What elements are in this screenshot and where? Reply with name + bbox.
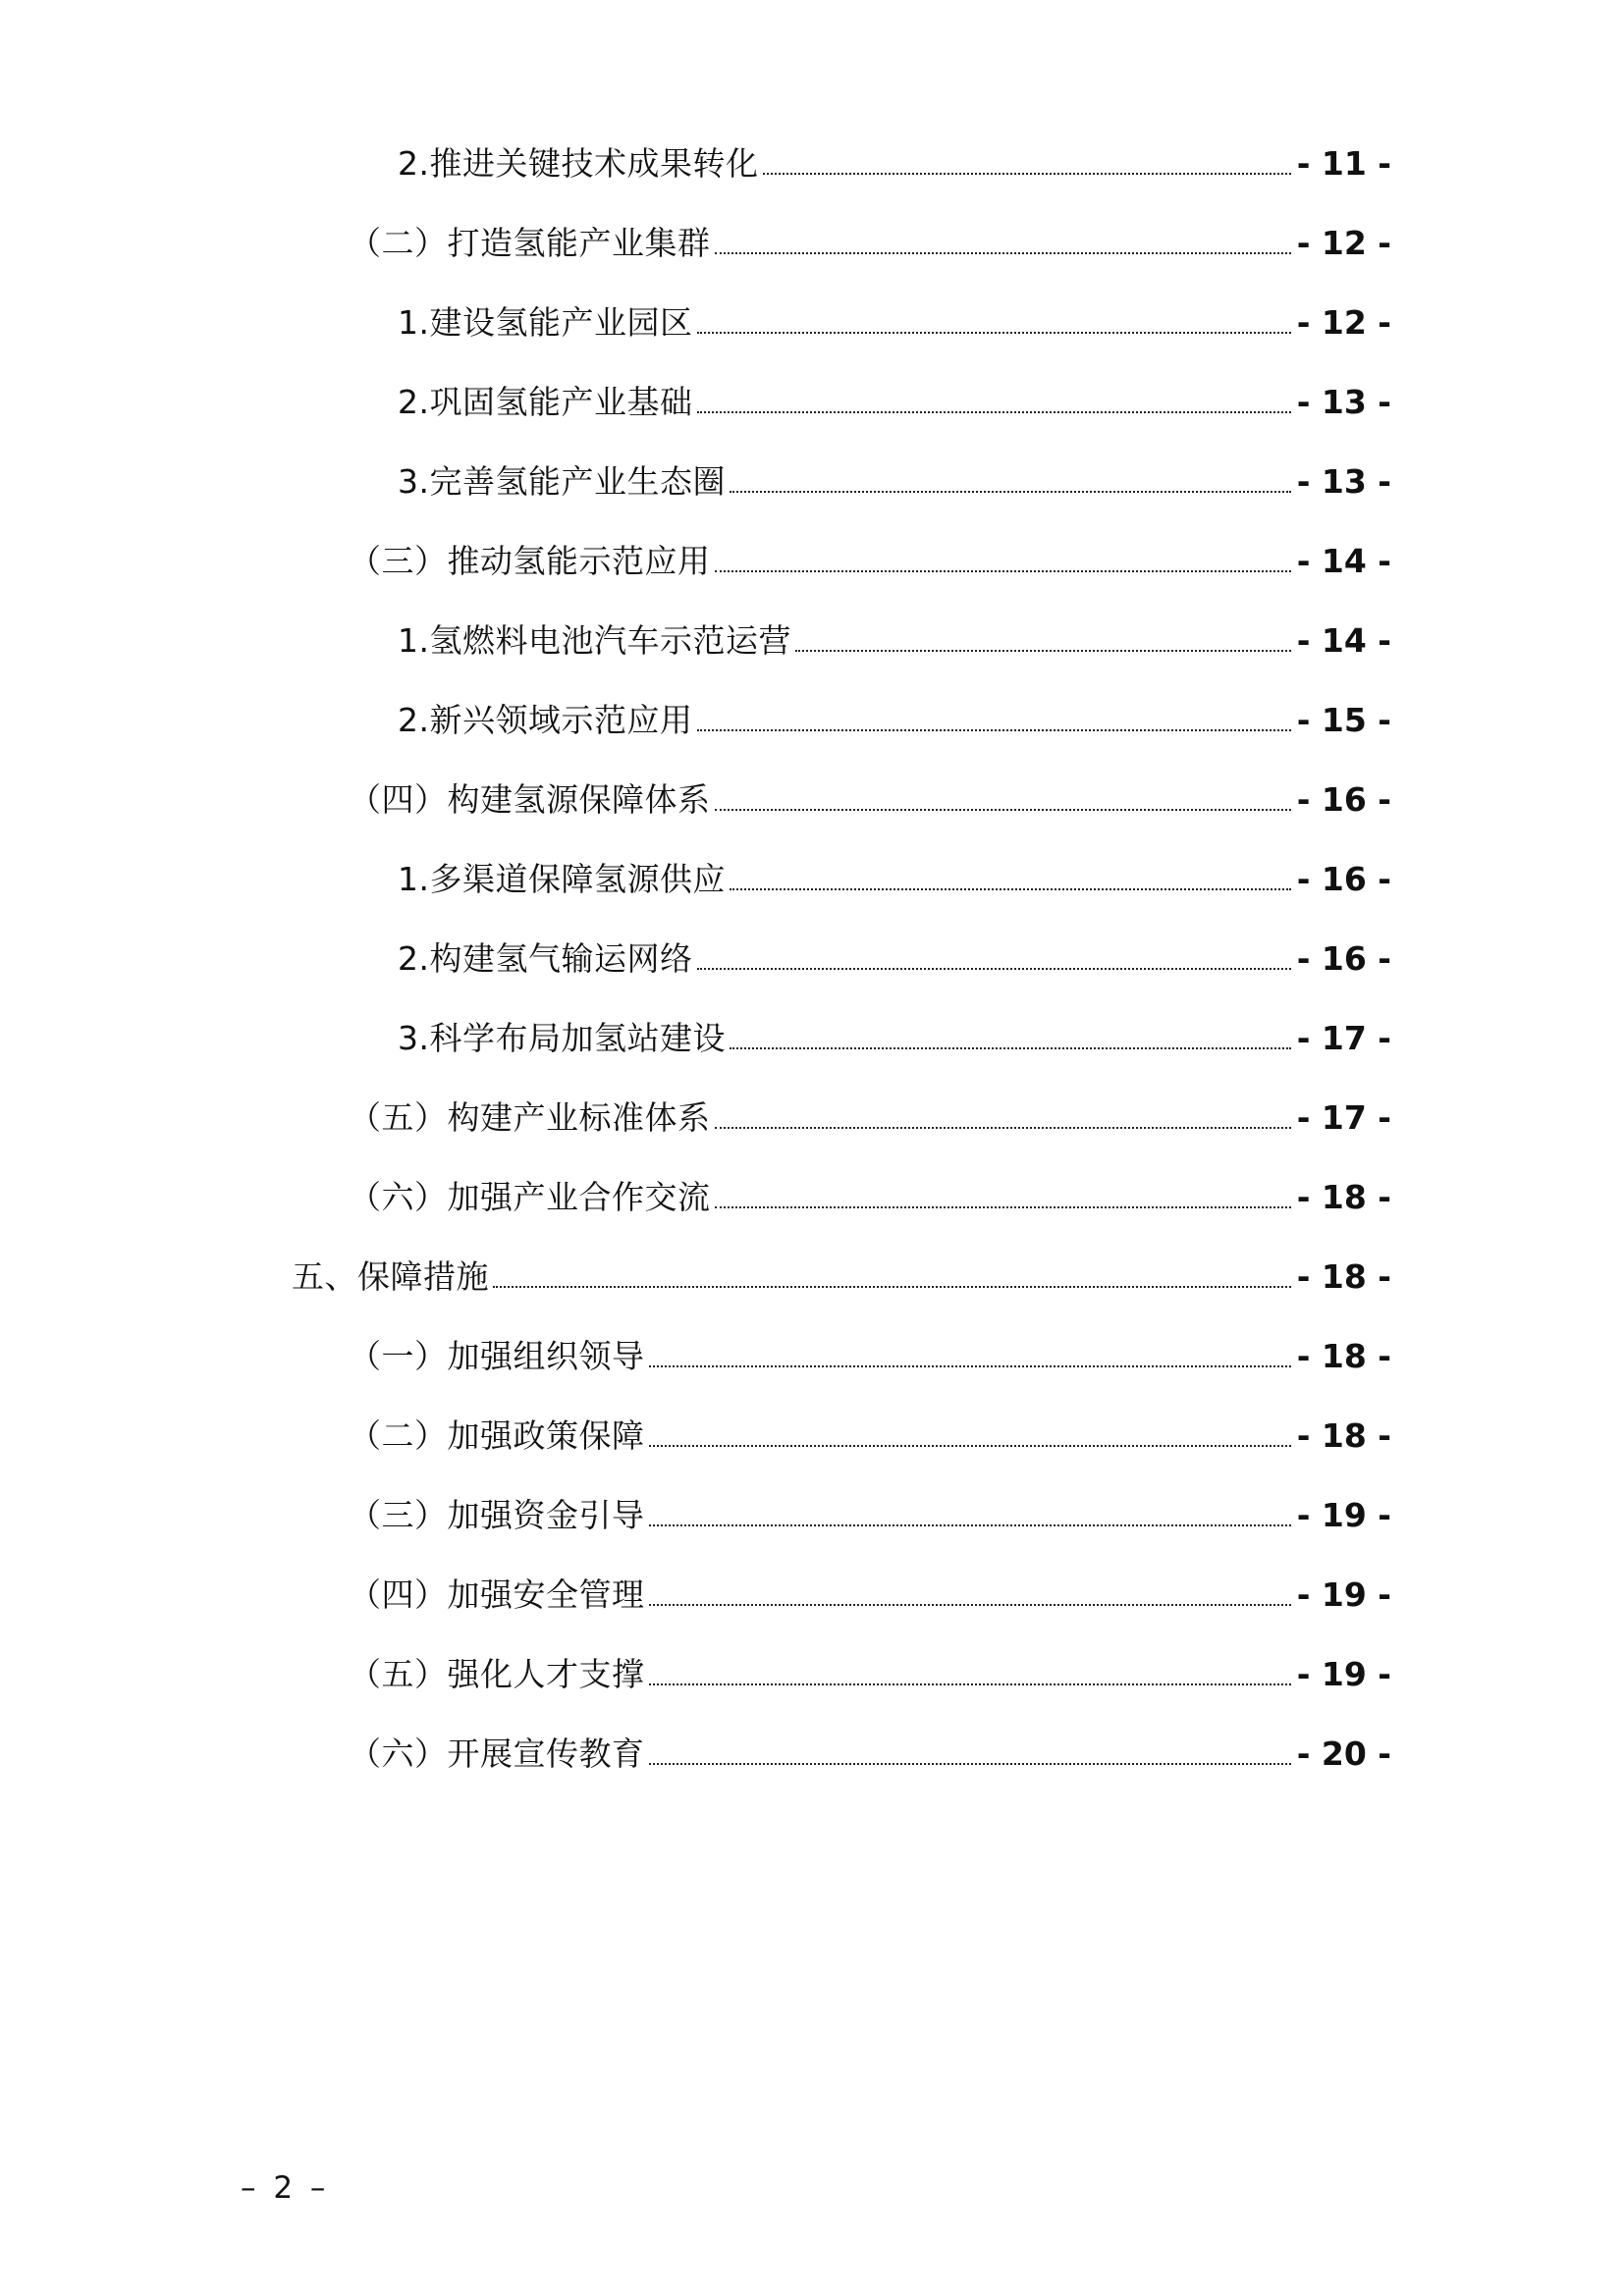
toc-entry-page: - 15 - xyxy=(1296,701,1391,739)
toc-entry-label: （四）构建氢源保障体系 xyxy=(349,780,711,819)
toc-entry[interactable] xyxy=(233,1575,1391,1658)
toc-entry[interactable] xyxy=(233,1098,1391,1181)
toc-entry[interactable] xyxy=(233,1496,1391,1578)
toc-leader-dots xyxy=(715,1126,1291,1129)
toc-entry-label: （六）加强产业合作交流 xyxy=(349,1178,711,1216)
toc-entry-page: - 13 - xyxy=(1296,462,1391,501)
toc-entry[interactable] xyxy=(233,1257,1391,1340)
toc-entry[interactable] xyxy=(233,621,1391,704)
toc-leader-dots xyxy=(715,569,1291,572)
toc-entry-page: - 12 - xyxy=(1296,303,1391,342)
toc-leader-dots xyxy=(649,1523,1291,1526)
toc-entry[interactable] xyxy=(233,144,1391,227)
table-of-contents xyxy=(0,144,1624,1817)
toc-entry-page: - 19 - xyxy=(1296,1575,1391,1614)
toc-leader-dots xyxy=(697,410,1291,413)
toc-leader-dots xyxy=(649,1762,1291,1765)
toc-entry[interactable] xyxy=(233,939,1391,1022)
toc-entry-page: - 19 - xyxy=(1296,1496,1391,1534)
toc-entry-page: - 16 - xyxy=(1296,780,1391,819)
toc-leader-dots xyxy=(649,1444,1291,1447)
toc-entry-label: （五）强化人才支撑 xyxy=(349,1655,645,1693)
toc-entry-page: - 14 - xyxy=(1296,621,1391,660)
toc-entry-page: - 17 - xyxy=(1296,1098,1391,1137)
toc-leader-dots xyxy=(697,728,1291,731)
toc-entry-label: 五、保障措施 xyxy=(292,1257,489,1296)
page-footer xyxy=(0,2170,1624,2206)
toc-leader-dots xyxy=(730,1046,1291,1049)
toc-leader-dots xyxy=(649,1603,1291,1606)
toc-entry-page: - 11 - xyxy=(1296,144,1391,183)
toc-entry[interactable] xyxy=(233,303,1391,386)
toc-entry-page: - 18 - xyxy=(1296,1337,1391,1375)
toc-entry[interactable] xyxy=(233,1178,1391,1260)
toc-entry[interactable] xyxy=(233,1655,1391,1737)
toc-entry[interactable] xyxy=(233,860,1391,942)
toc-entry-page: - 13 - xyxy=(1296,383,1391,421)
toc-entry-label: 2.新兴领域示范应用 xyxy=(398,701,693,739)
toc-entry[interactable] xyxy=(233,701,1391,783)
toc-leader-dots xyxy=(715,1205,1291,1208)
toc-entry-label: 3.科学布局加氢站建设 xyxy=(398,1019,726,1057)
toc-leader-dots xyxy=(715,808,1291,811)
toc-entry-label: （三）加强资金引导 xyxy=(349,1496,645,1534)
toc-entry[interactable] xyxy=(233,383,1391,465)
toc-entry[interactable] xyxy=(233,1737,1391,1817)
toc-entry-label: 2.推进关键技术成果转化 xyxy=(398,144,759,183)
toc-entry-label: （四）加强安全管理 xyxy=(349,1575,645,1614)
toc-entry-label: 3.完善氢能产业生态圈 xyxy=(398,462,726,501)
toc-leader-dots xyxy=(730,490,1291,493)
toc-entry-page: - 20 - xyxy=(1296,1735,1391,1773)
toc-entry-label: （五）构建产业标准体系 xyxy=(349,1098,711,1137)
toc-entry-page: - 18 - xyxy=(1296,1416,1391,1455)
toc-entry-label: 1.建设氢能产业园区 xyxy=(398,303,693,342)
toc-leader-dots xyxy=(697,967,1291,970)
toc-entry-page: - 12 - xyxy=(1296,224,1391,262)
toc-entry-label: （三）推动氢能示范应用 xyxy=(349,542,711,580)
toc-leader-dots xyxy=(763,172,1291,175)
toc-entry-label: （一）加强组织领导 xyxy=(349,1337,645,1375)
toc-entry-label: （二）加强政策保障 xyxy=(349,1416,645,1455)
toc-entry-label: 2.构建氢气输运网络 xyxy=(398,939,693,978)
toc-leader-dots xyxy=(715,251,1291,254)
toc-entry-page: - 19 - xyxy=(1296,1655,1391,1693)
toc-entry-page: - 16 - xyxy=(1296,939,1391,978)
toc-leader-dots xyxy=(795,649,1291,652)
page-number: – 2 – xyxy=(241,2170,330,2206)
toc-entry-page: - 14 - xyxy=(1296,542,1391,580)
toc-entry-page: - 18 - xyxy=(1296,1257,1391,1296)
toc-leader-dots xyxy=(730,887,1291,890)
toc-entry-page: - 18 - xyxy=(1296,1178,1391,1216)
toc-entry-page: - 17 - xyxy=(1296,1019,1391,1057)
toc-leader-dots xyxy=(493,1285,1291,1288)
toc-entry[interactable] xyxy=(233,542,1391,624)
toc-leader-dots xyxy=(649,1364,1291,1367)
toc-entry-label: 2.巩固氢能产业基础 xyxy=(398,383,693,421)
toc-leader-dots xyxy=(649,1682,1291,1685)
toc-entry-page: - 16 - xyxy=(1296,860,1391,898)
toc-entry[interactable] xyxy=(233,1019,1391,1101)
toc-entry[interactable] xyxy=(233,1416,1391,1499)
toc-leader-dots xyxy=(697,331,1291,334)
toc-entry[interactable] xyxy=(233,780,1391,863)
toc-entry-label: （六）开展宣传教育 xyxy=(349,1735,645,1773)
toc-entry[interactable] xyxy=(233,1337,1391,1419)
toc-entry-label: （二）打造氢能产业集群 xyxy=(349,224,711,262)
toc-entry-label: 1.多渠道保障氢源供应 xyxy=(398,860,726,898)
toc-entry[interactable] xyxy=(233,462,1391,545)
toc-entry[interactable] xyxy=(233,224,1391,306)
toc-entry-label: 1.氢燃料电池汽车示范运营 xyxy=(398,621,791,660)
